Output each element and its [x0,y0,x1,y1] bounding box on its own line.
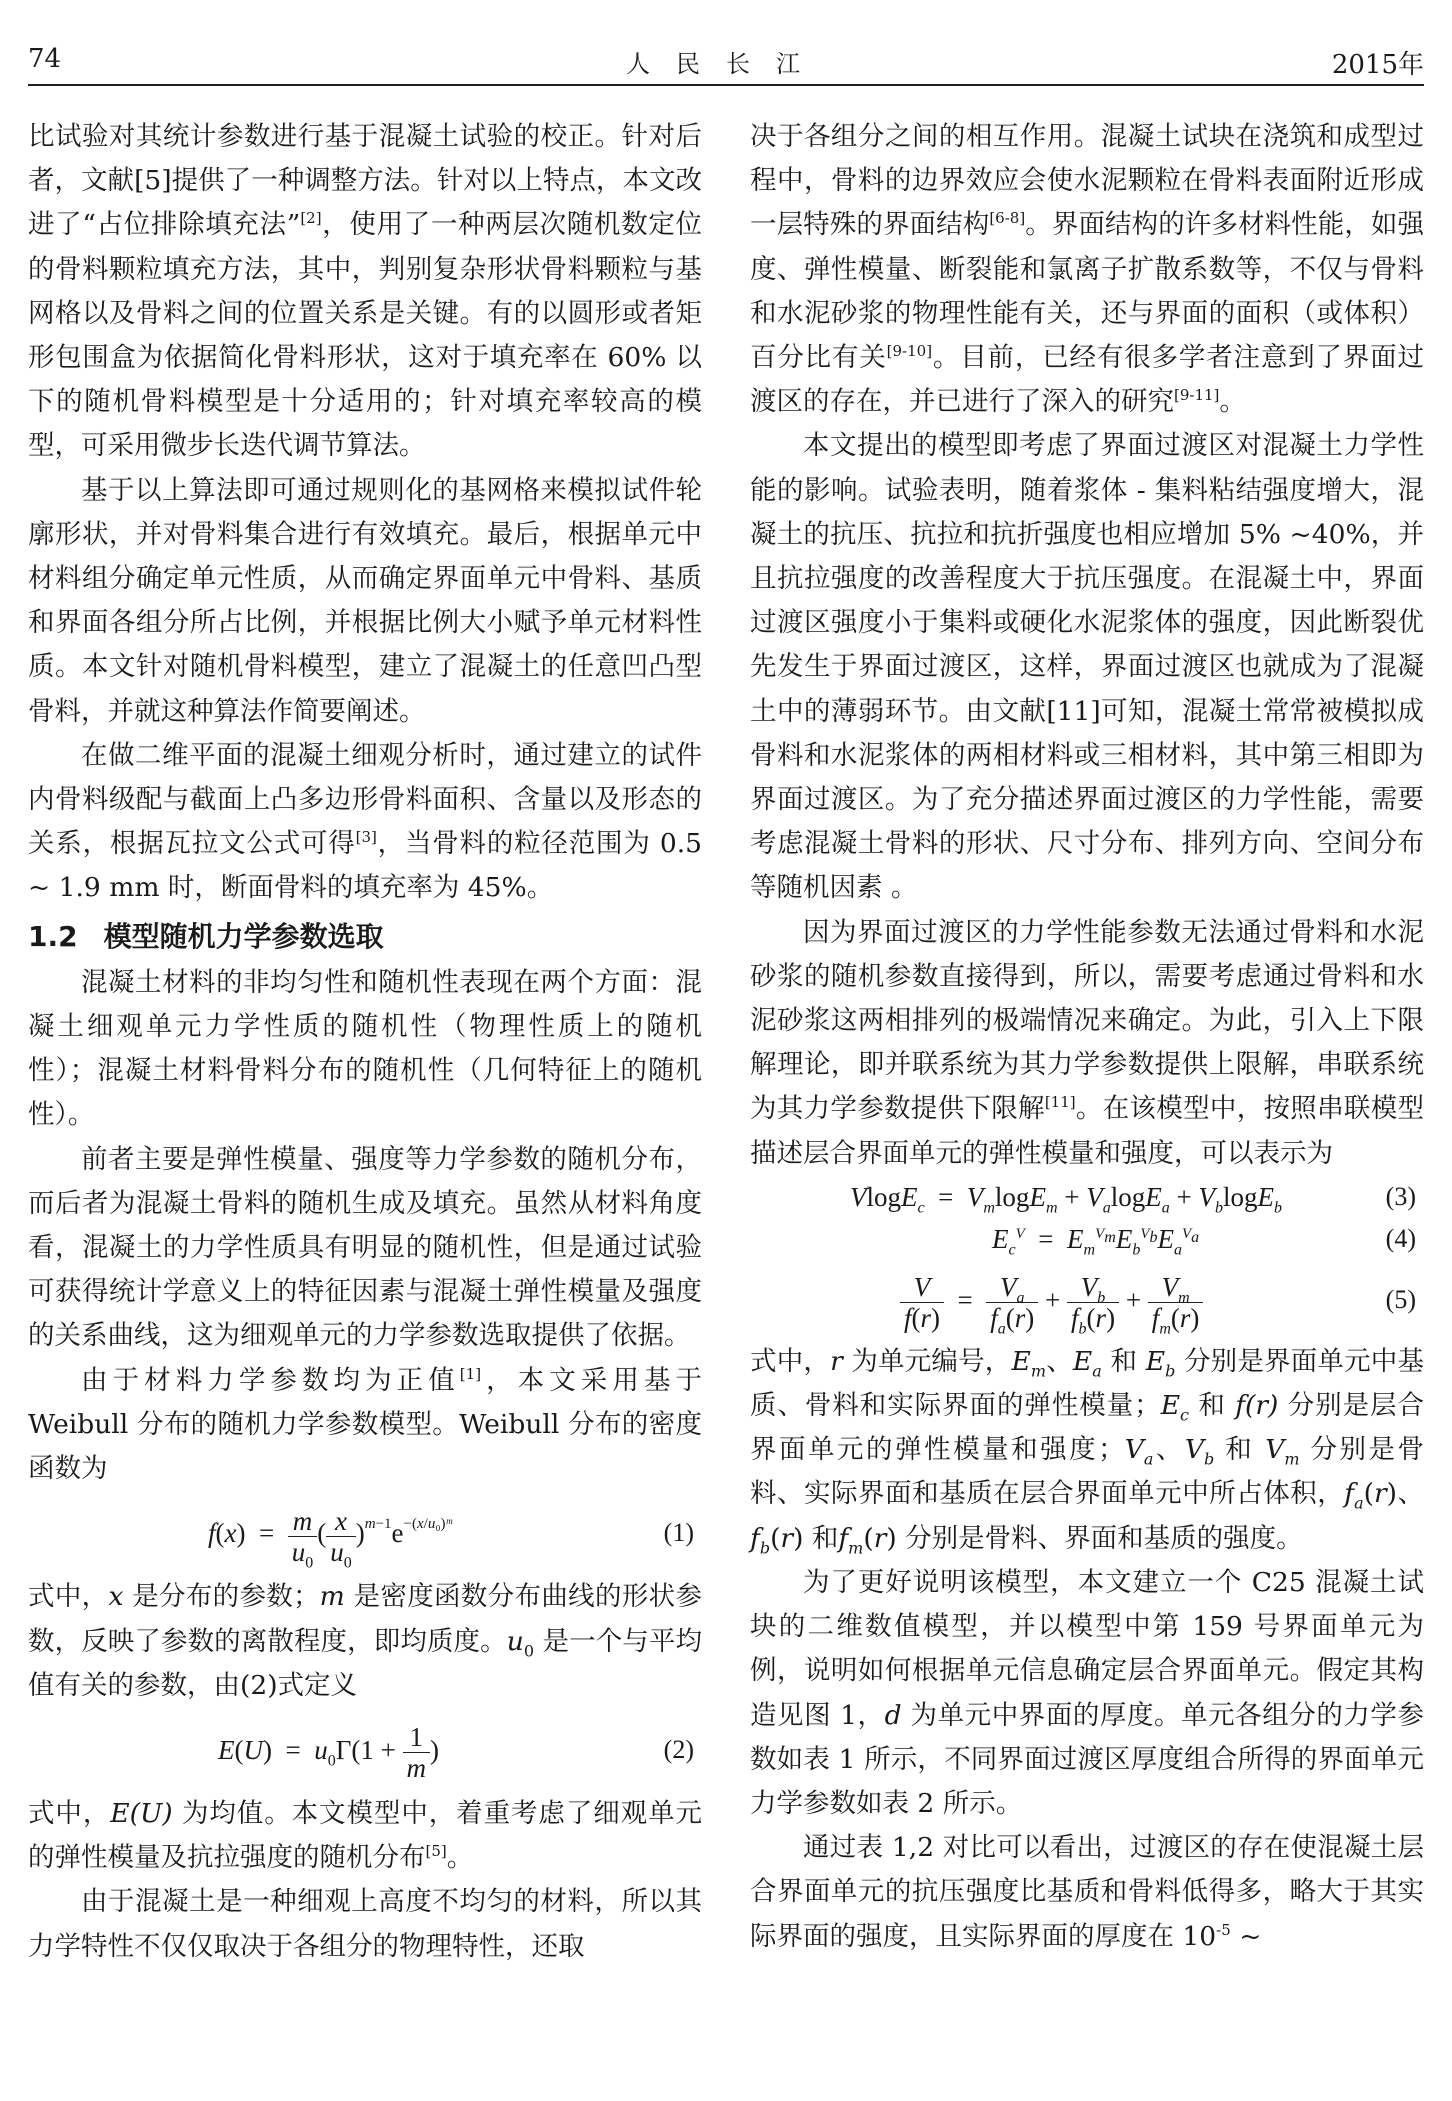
journal-title: 人民长江 [626,50,826,78]
equation-number: (3) [1385,1181,1416,1211]
equation-number: (4) [1385,1223,1416,1253]
right-column [750,115,1424,1959]
citation[interactable]: [2] [300,209,322,228]
page-header [28,44,1424,84]
citation[interactable]: [5] [425,1842,447,1861]
equation-number: (5) [1385,1284,1416,1314]
paragraph: 在做二维平面的混凝土细观分析时，通过建立的试件内骨料级配与截面上凸多边形骨料面积、含量以及形态的关系，根据瓦拉文公式可得[3]，当骨料的粒径范围为 0.5 ~ 1.9 mm 时，断面骨料的填充率为 45%。 [28,739,702,904]
citation[interactable]: [11] [1044,1093,1076,1112]
left-column [28,115,702,1969]
equation-5: $\frac{V}{f(r)}$ = $\frac{V_a}{f_a(r)}$ + $\frac{V_b}{f_b(r)}$ + $\frac{V_m}{f_m(r)}$ (5) [750,1260,1424,1340]
paragraph: 决于各组分之间的相互作用。混凝土试块在浇筑和成型过程中，骨料的边界效应会使水泥颗粒在骨料表面附近形成一层特殊的界面结构[6-8]。界面结构的许多材料性能，如强度、弹性模量、断裂能和氯离子扩散系数等，不仅与骨料和水泥砂浆的物理性能有关，还与界面的面积（或体积）百分比有关[9-10]。目前，已经有很多学者注意到了界面过渡区的存在，并已进行了深入的研究[9-11]。 [750,121,1425,418]
paragraph: 为了更好说明该模型，本文建立一个 C25 混凝土试块的二维数值模型，并以模型中第 159 号界面单元为例，说明如何根据单元信息确定层合界面单元。假定其构造见图 1，d 为单元中界面的厚度。单元各组分的力学参数如表 1 所示，不同界面过渡区厚度组合所得的界面单元力学参数如表 2 所示。 [750,1566,1424,1819]
paragraph: 前者主要是弹性模量、强度等力学参数的随机分布，而后者为混凝土骨料的随机生成及填充。虽然从材料角度看，混凝土的力学性质具有明显的随机性，但是通过试验可获得统计学意义上的特征因素与混凝土弹性模量及强度的关系曲线，这为细观单元的力学参数选取提供了依据。 [28,1143,702,1352]
citation[interactable]: [9-11] [1174,386,1220,405]
paragraph: 因为界面过渡区的力学性能参数无法通过骨料和水泥砂浆的随机参数直接得到，所以，需要考虑通过骨料和水泥砂浆这两相排列的极端情况来确定。为此，引入上下限解理论，即并联系统为其力学参数提供上限解，串联系统为其力学参数提供下限解[11]。在该模型中，按照串联模型描述层合界面单元的弹性模量和强度，可以表示为 [750,916,1425,1169]
section-heading: 1.2 模型随机力学参数选取 [28,919,384,953]
paragraph: 由于材料力学参数均为正值[1]，本文采用基于 Weibull 分布的随机力学参数模型。Weibull 分布的密度函数为 [28,1364,703,1485]
citation[interactable]: [9-10] [886,342,933,361]
page-number: 74 [28,44,62,74]
paragraph: 由于混凝土是一种细观上高度不均匀的材料，所以其力学特性不仅仅取决于各组分的物理特性，还取 [28,1886,702,1962]
equation-number: (1) [663,1518,694,1548]
equation-1: f(x) = $\frac{m}{u_0}$ ( $\frac{x}{u_0}$ )$^{m-1}e^{-(x/u_0)ᵐ}$ (1) [28,1491,702,1575]
citation[interactable]: [6-8] [989,209,1026,228]
paragraph: 式中，r 为单元编号，$E_m$、$E_a$ 和 $E_b$ 分别是界面单元中基质、骨料和实际界面的弹性模量；$E_c$ 和 f(r) 分别是层合界面单元的弹性模量和强度；$V_a$、$V_b$ 和 $V_m$ 分别是骨料、实际界面和基质在层合界面单元中所占体积，$f_a(r)$、$f_b(r)$ 和$f_m(r)$ 分别是骨料、界面和基质的强度。 [750,1345,1425,1557]
header-rule [28,84,1424,86]
equation-2: $E(U) = u_0\Gamma(1$ + $\frac{1}{m}$ ) (2) [28,1708,702,1792]
paragraph: 比试验对其统计参数进行基于混凝土试验的校正。针对后者，文献[5]提供了一种调整方法。针对以上特点，本文改进了“占位排除填充法”[2]，使用了一种两层次随机数定位的骨料颗粒填充方法，其中，判别复杂形状骨料颗粒与基网格以及骨料之间的位置关系是关键。有的以圆形或者矩形包围盒为依据简化骨料形状，这对于填充率在 60% 以下的随机骨料模型是十分适用的；针对填充率较高的模型，可采用微步长迭代调节算法。 [28,121,702,462]
paragraph: 本文提出的模型即考虑了界面过渡区对混凝土力学性能的影响。试验表明，随着浆体 - 集料粘结强度增大，混凝土的抗压、抗拉和抗折强度也相应增加 5% ~40%，并且抗拉强度的改善程度大于抗压强度。在混凝土中，界面过渡区强度小于集料或硬化水泥浆体的强度，因此断裂优先发生于界面过渡区，这样，界面过渡区也就成为了混凝土中的薄弱环节。由文献[11]可知，混凝土常常被模拟成骨料和水泥浆体的两相材料或三相材料，其中第三相即为界面过渡区。为了充分描述界面过渡区的力学性能，需要考虑混凝土骨料的形状、尺寸分布、排列方向、空间分布等随机因素 。 [750,430,1424,904]
citation[interactable]: [3] [355,828,377,847]
paragraph: 式中，E(U) 为均值。本文模型中，着重考虑了细观单元的弹性模量及抗拉强度的随机分布[5]。 [28,1797,702,1874]
paragraph: 通过表 1,2 对比可以看出，过渡区的存在使混凝土层合界面单元的抗压强度比基质和骨料低得多，略大于其实际界面的强度，且实际界面的厚度在 $10^{-5}$ ~ [750,1832,1424,1952]
paragraph: 式中，x 是分布的参数；m 是密度函数分布曲线的形状参数，反映了参数的离散程度，即均质度。$u_0$ 是一个与平均值有关的参数，由(2)式定义 [28,1581,702,1701]
equation-number: (2) [663,1734,694,1764]
equation-4: $E_c^V = E_m^{V_m}E_b^{V_b}E_a^{V_a}$ (4) [750,1218,1424,1260]
issue-year: 2015年 [1331,50,1424,80]
paragraph: 混凝土材料的非均匀性和随机性表现在两个方面：混凝土细观单元力学性质的随机性（物理性质上的随机性）；混凝土材料骨料分布的随机性（几何特征上的随机性）。 [28,966,702,1131]
citation[interactable]: [1] [459,1364,482,1383]
equation-3: $VlogE_c = V_m\log E_m + V_a\log E_a + V_b\log E_b$ (3) [750,1176,1424,1218]
paragraph: 基于以上算法即可通过规则化的基网格来模拟试件轮廓形状，并对骨料集合进行有效填充。最后，根据单元中材料组分确定单元性质，从而确定界面单元中骨料、基质和界面各组分所占比例，并根据比例大小赋予单元材料性质。本文针对随机骨料模型，建立了混凝土的任意凹凸型骨料，并就这种算法作简要阐述。 [28,474,702,727]
